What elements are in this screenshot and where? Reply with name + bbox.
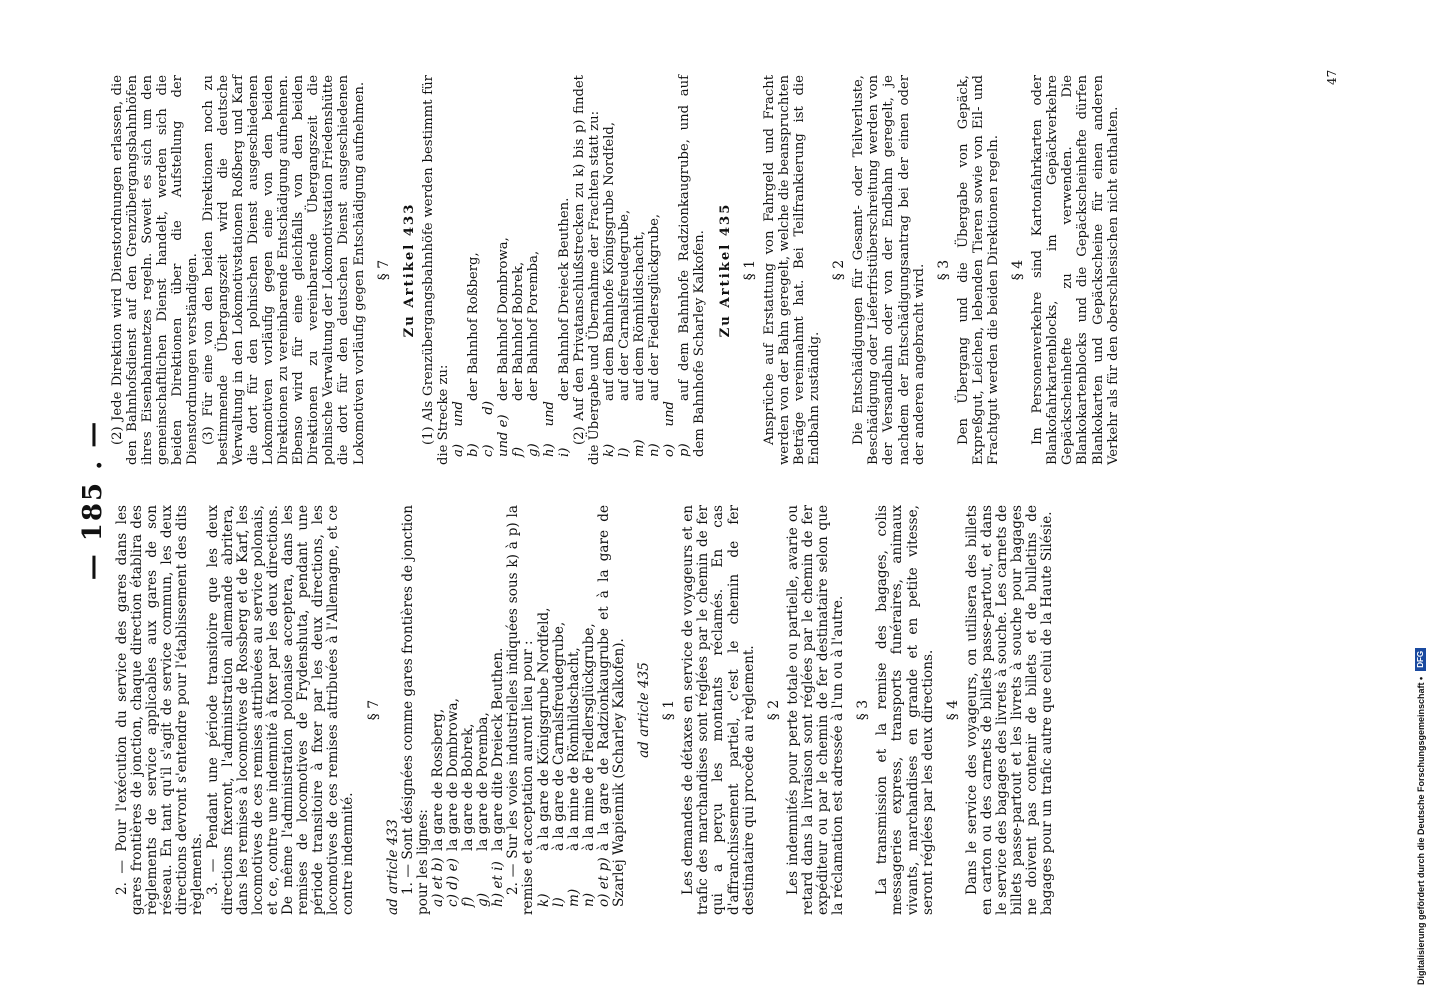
de-s7-p1: (1) Als Grenzübergangsbahnhöfe werden bestimmt für die Strecke zu: [420,75,451,465]
de-s2-text: Die Entschädigungen für Gesamt- oder Teilverluste, Beschädigung oder Lieferfristüberschreitung werden von der Versandbahn oder von der Endbahn geregelt, je nachdem der Entschädigungsantrag bei der einen oder der anderen angebracht wird. [851,75,927,465]
list-item: c) d) und e)der Bahnhof Dombrowa, [481,237,512,457]
fr-s7-p2: 2. — Sur les voies industrielles indiquées sous k) à p) la remise et acceptation auront lieu pour : [505,505,537,915]
list-item: m)à la mine de Römhildschacht, [565,647,582,907]
fr-s3-text: La transmission et la remise des bagages, colis messageries express, transports funéraires, animaux vivants, marchandises en grande et en petite vitesse, seront réglées par les deux directions. [874,505,936,915]
fr-section-3: § 3 [855,699,872,721]
fr-paragraph-2: 2. — Pour l'exécution du service des gares dans les gares frontières de jonction, chaque direction établira des règlements de service applicables aux gares de son réseau. En tant qu'il s'agit de service commun, les deux directions devront s'entendre pour l'établissement des dits règlements. [114,505,206,915]
fr-ad-article-433: ad article 433 [384,819,401,915]
de-s1-text: Ansprüche auf Erstattung von Fahrgeld und Fracht werden von der Bahn geregelt, welche die beanspruchten Beträge vereinnahmt hat. Bei Teilfrankierung ist die Endbahn zuständig. [761,75,823,465]
list-item: a) und b)der Bahnhof Roßberg, [450,252,482,457]
list-item: g)la gare de Poremba, [475,712,492,907]
de-paragraph-3: (3) Für eine von den beiden Direktionen noch zu bestimmende Übergangszeit wird die deutsche Verwaltung in den Lokomotivstationen Roßberg und Karf die dort für den polnischen Dienst ausgeschiedenen Lokomotiven vorläufig gegen eine von den beiden Direktionen zu vereinbarende Entschädigung aufnehmen. Ebenso wird für eine gleichfalls von den beiden Direktionen zu vereinbarende Übergangszeit die polnische Verwaltung der Lokomotivstation Friedenshütte die dort für den deutschen Dienst ausgeschiedenen Lokomotiven vorläufig gegen Entschädigung aufnehmen. [200,75,367,465]
fr-s1-text: Les demandes de détaxes en service de voyageurs et en trafic des marchandises sont réglées par le chemin de fer qui a perçu les montants réclamés. En cas d'affranchissement partiel, c'est le chemin de fer destinataire qui procède au règlement. [680,505,757,915]
list-item: n)à la mine de Fiedlersglückgrube, [580,623,597,907]
list-item: c) d) e)la gare de Dombrowa, [444,698,461,907]
fr-list-2 [537,505,628,915]
list-item: o) und p)auf dem Bahnhofe Radzionkaugrube, und auf dem Bahnhofe Scharley Kalkofen. [662,75,708,457]
dfg-watermark-text: Digitalisierung gefördert durch die Deutsche Forschungsgemeinschaft • [1415,676,1426,985]
dfg-watermark [1415,0,1426,985]
de-s4-text: Im Personenverkehre sind Kartonfahrkarten oder Blankofahrkartenblocks, im Gepäckverkehre Gepäckscheinhefte zu verwenden. Die Blankokartenblocks und die Gepäckscheinhefte dürfen Blankokarten und Gepäckscheine für einen anderen Verkehr als für den oberschlesischen nicht enthalten. [1030,75,1121,465]
de-list-2 [602,75,708,465]
de-list-1 [451,75,572,465]
german-column [110,75,1121,465]
fr-paragraph-3: 3. — Pendant une période transitoire que les deux directions fixeront, l'administration allemande abritera, dans les remises à locomotives de Rossberg et de Karf, les locomotives de ces remises attribuées au service polonais, et ce, contre une indemnité à fixer par les deux directions. De même l'administration polonaise acceptera, dans les remises de locomotives de Frydenshuta, pendant une période transitoire à fixer par les deux directions, les locomotives de ces remises attribuées à l'Allemagne, et ce contre indemnité. [204,505,357,915]
list-item: k)à la gare de Königsgrube Nordfeld, [535,607,552,907]
de-s3-text: Den Übergang und die Übergabe von Gepäck, Expreßgut, Leichen, lebenden Tieren sowie von Eil- und Frachtgut werden die beiden Direktionen regeln. [955,75,1001,465]
fr-section-1: § 1 [661,699,678,721]
de-s7-p2: (2) Auf den Privatanschlußstrecken zu k) bis p) findet die Übergabe und Übernahme der Frachten statt zu: [571,75,602,465]
list-item: l)à la gare de Carnalsfreudegrube, [550,621,567,907]
list-item: o) et p)à la gare de Radzionkaugrube et à la gare de Szarlej Wapiennik (Scharley Kalkofen). [595,505,627,907]
de-paragraph-2: (2) Jede Direktion wird Dienstordnungen erlassen, die den Bahnhofsdienst auf den Grenzübergangsbahnhöfen ihres Eisenbahnnetzes regeln. Soweit es sich um den gemeinschaftlichen Dienst handelt, werden sich die beiden Direktionen über die Aufstellung der Dienstordnungen verständigen. [110,75,201,465]
fr-s7-p1: 1. — Sont désignées comme gares frontières de jonction pour les lignes: [399,505,431,915]
fr-section-2: § 2 [765,699,782,721]
list-item: h) et i)la gare dite Dreieck Beuthen. [490,647,507,907]
dfg-logo: DFG [1415,648,1426,671]
list-item: g)der Bahnhof Poremba, [526,250,542,457]
de-zu-artikel-433: Zu Artikel 433 [401,202,417,338]
de-section-3: § 3 [935,259,952,281]
list-item: k)auf dem Bahnhofe Königsgrube Nordfeld, [601,121,617,457]
de-section-2: § 2 [831,259,848,281]
fr-section-7: § 7 [365,699,382,721]
page-number: — 185 . — [78,419,108,581]
fr-section-4: § 4 [944,699,961,721]
list-item: f)la gare de Bobrek, [460,723,477,907]
list-item: l)auf der Carnalsfreudegrube, [617,209,632,457]
list-item: n)auf der Fiedlersglückgrube, [647,213,663,457]
list-item: a) et b)la gare de Rossberg, [429,708,446,907]
de-section-1: § 1 [741,259,758,281]
list-item: m)auf dem Römhildschacht, [632,231,648,457]
fr-ad-article-435: ad article 435 [636,662,653,758]
de-section-4: § 4 [1010,259,1027,281]
de-section-7: § 7 [375,259,392,281]
fr-list-1 [431,505,506,915]
list-item: h) und i)der Bahnhof Dreieck Beuthen. [541,197,572,457]
fr-s4-text: Dans le service des voyageurs, on utilisera des billets en carton ou des carnets de billets passe-partout, et dans le service des bagages des livrets à souche. Les carnets de billets passe-partout et les livrets à souche pour bagages ne doivent pas contenir de billets et de bulletins de bagages pour un trafic autre que celui de la Haute Silésie. [963,505,1056,915]
de-zu-artikel-435: Zu Artikel 435 [717,202,733,338]
page-folio: 47 [1325,69,1339,85]
list-item: f)der Bahnhof Bobrek, [511,261,527,457]
french-column [115,505,1055,915]
fr-s2-text: Les indemnités pour perte totale ou partielle, avarie ou retard dans la livraison sont réglées par le chemin de fer expéditeur ou par le chemin de fer destinataire selon que la réclamation est adressée à l'un ou à l'autre. [784,505,847,915]
